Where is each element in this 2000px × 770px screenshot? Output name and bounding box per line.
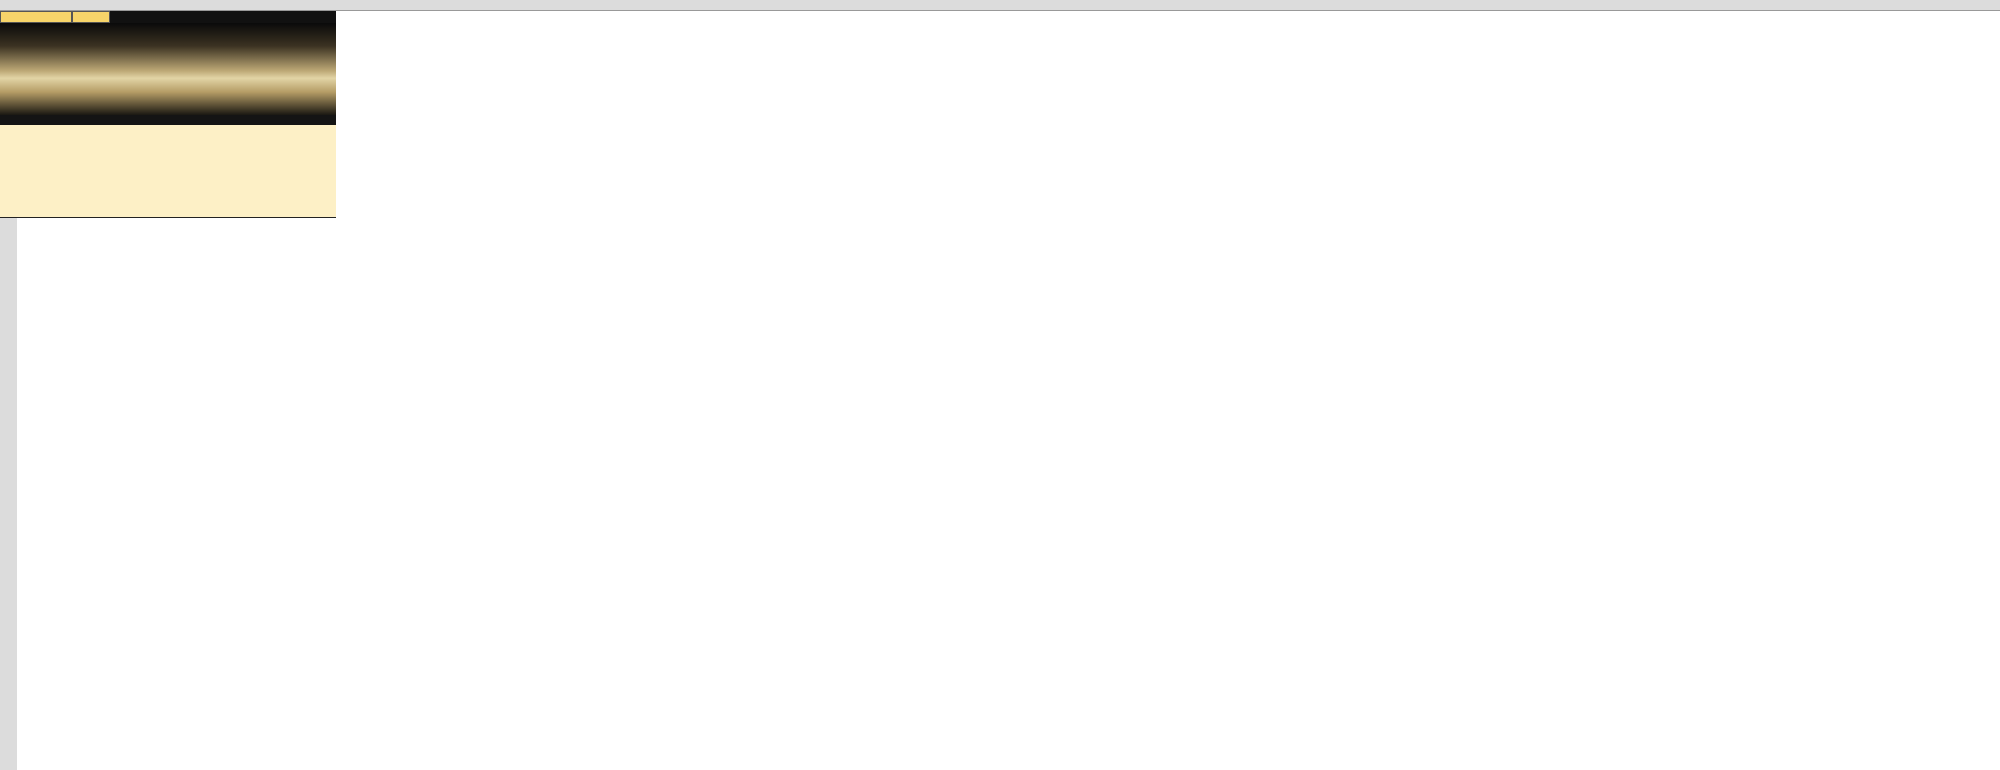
nr-cols-display xyxy=(280,11,336,23)
event-grid xyxy=(356,11,2000,770)
set-row-button[interactable] xyxy=(0,11,72,23)
column-header-strip xyxy=(0,0,2000,11)
stage-panel xyxy=(0,125,336,218)
event-setting-label xyxy=(160,11,280,23)
stage-number-strip xyxy=(336,11,356,770)
separator-bar xyxy=(0,115,336,125)
nr-rows-display xyxy=(110,11,160,23)
event-setting-panel xyxy=(0,23,336,115)
set-col-button[interactable] xyxy=(72,11,110,23)
